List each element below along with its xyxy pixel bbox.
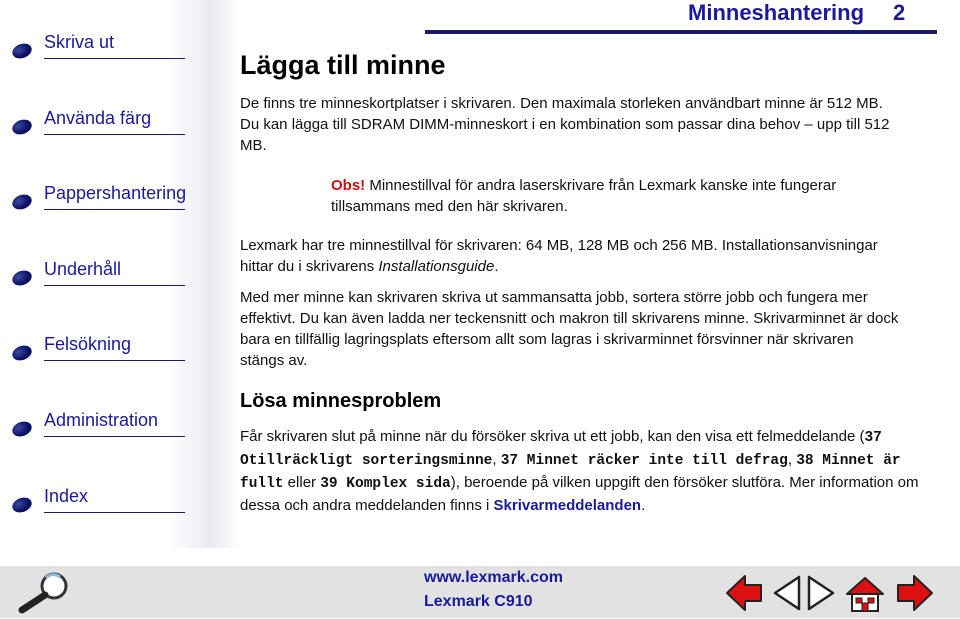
problem-text: Får skrivaren slut på minne när du försöker skriva ut ett jobb, kan den visa ett felmeddelande ( [240, 428, 865, 445]
problem-text: ), beroende på vilken uppgift den försöker slutföra. Mer information om dessa och andra meddelanden finns i [240, 474, 919, 514]
footer-model: Lexmark C910 [424, 593, 533, 610]
bullet-icon [10, 41, 34, 61]
arrow-left-icon [725, 574, 763, 612]
options-text: Lexmark har tre minnestillval för skrivaren: 64 MB, 128 MB och 256 MB. Installationsanvisningar hittar du i skrivarens [240, 237, 878, 275]
options-end: . [494, 258, 499, 275]
forward-button[interactable] [806, 574, 836, 612]
printer-messages-link[interactable]: Skrivarmeddelanden [493, 497, 642, 514]
previous-page-button[interactable] [725, 574, 763, 612]
sidebar-item-label: Administration [44, 410, 159, 430]
sidebar-item-underhall[interactable] [10, 253, 185, 293]
sidebar-item-anvanda-farg[interactable] [10, 102, 185, 142]
magnifier-icon [10, 570, 86, 614]
memory-problem-paragraph [240, 426, 920, 516]
bullet-icon [10, 117, 34, 137]
divider [44, 285, 185, 286]
separator: eller [283, 474, 321, 491]
sidebar [0, 0, 240, 548]
separator: , [787, 451, 797, 468]
section-header-title: Minneshantering [688, 0, 865, 25]
sidebar-item-label: Skriva ut [44, 32, 115, 52]
problem-end: . [641, 497, 646, 514]
page-number: 2 [893, 0, 906, 25]
note [331, 175, 891, 217]
sidebar-item-label: Index [44, 486, 89, 506]
note-text: Minnestillval för andra laserskrivare från Lexmark kanske inte fungerar tillsammans med den här skrivaren. [331, 177, 837, 215]
divider [44, 58, 185, 59]
divider [44, 436, 185, 437]
error-code: 37 Minnet räcker inte till defrag [500, 453, 788, 469]
separator: , [492, 451, 501, 468]
sidebar-item-label: Använda färg [44, 108, 152, 128]
sidebar-item-label: Felsökning [44, 334, 132, 354]
section-title: Lösa minnesproblem [240, 390, 442, 412]
sidebar-item-felsokning[interactable] [10, 328, 185, 368]
memory-options-paragraph [240, 235, 880, 277]
sidebar-item-skriva-ut[interactable] [10, 26, 185, 66]
header-rule [425, 30, 937, 34]
footer-url[interactable]: www.lexmark.com [424, 569, 564, 586]
error-code: 39 Komplex sida [320, 476, 451, 492]
error-code: 38 Minnet är fullt [240, 453, 901, 492]
bullet-icon [10, 268, 34, 288]
search-button[interactable] [10, 570, 86, 614]
divider [44, 512, 185, 513]
error-code: 37 Otillräckligt sorteringsminne [240, 430, 882, 469]
install-guide-title: Installationsguide [378, 258, 495, 275]
triangle-right-icon [806, 574, 836, 612]
sidebar-item-administration[interactable] [10, 404, 185, 444]
arrow-right-icon [896, 574, 934, 612]
note-label: Obs! [331, 177, 366, 194]
bullet-icon [10, 343, 34, 363]
intro-paragraph: De finns tre minneskortplatser i skrivaren. Den maximala storleken användbart minne är 512 MB. Du kan lägga till SDRAM DIMM-minneskort i en kombination som passar dina behov – upp till 512 MB. [240, 95, 890, 154]
bullet-icon [10, 192, 34, 212]
page-title: Lägga till minne [240, 50, 446, 80]
more-memory-paragraph: Med mer minne kan skrivaren skriva ut sammansatta jobb, sortera större jobb och fungera mer effektivt. Du kan även ladda ner teckensnitt och makron till skrivarens minne. Skrivarminnet är dock bara en tillfällig lagringsplats eftersom allt som lagras i skrivarminnet försvinner när skrivaren stängs av. [240, 289, 899, 369]
sidebar-item-label: Underhåll [44, 259, 122, 279]
bullet-icon [10, 419, 34, 439]
triangle-left-icon [772, 574, 802, 612]
bullet-icon [10, 495, 34, 515]
home-button[interactable] [843, 574, 887, 614]
divider [44, 360, 185, 361]
next-page-button[interactable] [896, 574, 934, 612]
home-icon [843, 574, 887, 614]
divider [44, 209, 185, 210]
sidebar-item-pappershantering[interactable] [10, 177, 185, 217]
sidebar-item-index[interactable] [10, 480, 185, 520]
sidebar-item-label: Pappershantering [44, 183, 187, 203]
divider [44, 134, 185, 135]
back-button[interactable] [772, 574, 802, 612]
